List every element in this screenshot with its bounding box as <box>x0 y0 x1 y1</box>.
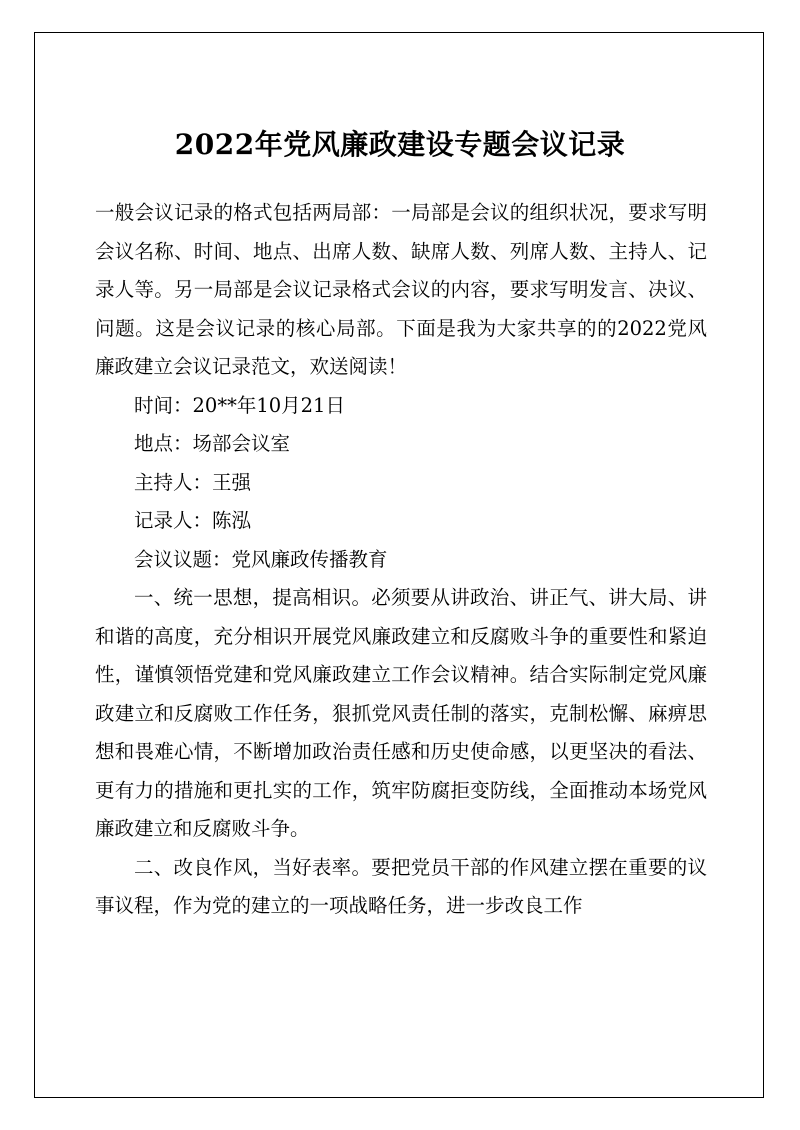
meeting-recorder: 记录人：陈泓 <box>134 509 252 532</box>
intro-paragraph: 一般会议记录的格式包括两局部：一局部是会议的组织状况，要求写明会议名称、时间、地点、出席人数、缺席人数、列席人数、主持人、记录人等。另一局部是会议记录格式会议的内容，要求写明发言、决议、问题。这是会议记录的核心局部。下面是我为大家共享的的2022党风廉政建立会议记录范文，欢送阅读！ <box>95 201 707 378</box>
document-body <box>95 194 707 926</box>
meeting-topic: 会议议题：党风廉政传播教育 <box>134 547 388 571</box>
meeting-time: 时间：20**年10月21日 <box>134 393 345 417</box>
meeting-place: 地点：场部会议室 <box>134 432 291 455</box>
meeting-host: 主持人：王强 <box>134 470 252 494</box>
document-title: 2022年党风廉政建设专题会议记录 <box>174 128 626 161</box>
section-1-paragraph: 一、统一思想，提高相识。必须要从讲政治、讲正气、讲大局、讲和谐的高度，充分相识开展党风廉政建立和反腐败斗争的重要性和紧迫性，谨慎领悟党建和党风廉政建立工作会议精神。结合实际制定党风廉政建立和反腐败工作任务，狠抓党风责任制的落实，克制松懈、麻痹思想和畏难心情，不断增加政治责任感和历史使命感，以更坚决的看法、更有力的措施和更扎实的工作，筑牢防腐拒变防线，全面推动本场党风廉政建立和反腐败斗争。 <box>95 586 707 840</box>
section-2-paragraph: 二、改良作风，当好表率。要把党员干部的作风建立摆在重要的议事议程，作为党的建立的一项战略任务，进一步改良工作 <box>95 855 707 917</box>
